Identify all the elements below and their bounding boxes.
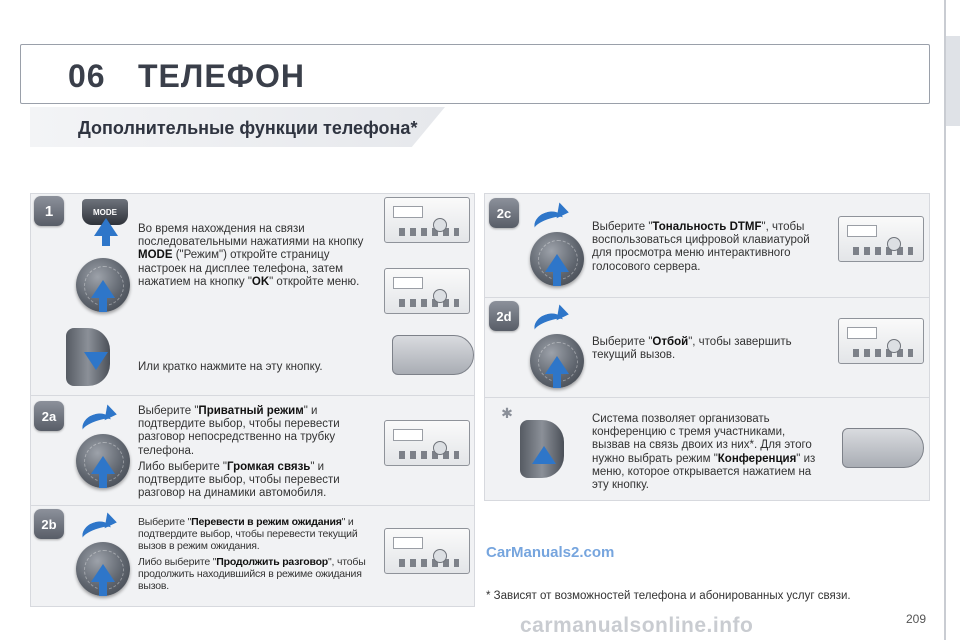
- radio-unit-illustration: [838, 216, 924, 262]
- radio-unit-illustration: [384, 197, 470, 243]
- step-1-alt-text: Или кратко нажмите на эту кнопку.: [138, 361, 323, 373]
- up-arrow-icon: [545, 356, 569, 374]
- radio-unit-illustration: [838, 318, 924, 364]
- up-arrow-icon: [532, 446, 556, 464]
- radio-unit-illustration: [384, 528, 470, 574]
- step-2c-text: Выберите "Тональность DTMF", чтобы воспользоваться цифровой клавиатурой для просмотра меню интерактивного голосового сервера.: [592, 221, 810, 273]
- radio-unit-illustration: [384, 420, 470, 466]
- step-badge-2d: 2d: [489, 301, 519, 331]
- conference-icon: ✱: [501, 405, 513, 421]
- section-title: Дополнительные функции телефона*: [78, 118, 418, 138]
- footnote: * Зависят от возможностей телефона и абонированных услуг связи.: [486, 590, 851, 602]
- up-arrow-icon: [91, 456, 115, 474]
- up-arrow-icon: [91, 280, 115, 298]
- page-number: 209: [906, 612, 927, 626]
- chapter-number: 06: [68, 58, 106, 94]
- chapter-title: ТЕЛЕФОН: [138, 58, 305, 94]
- step-badge-2c: 2c: [489, 198, 519, 228]
- step-1-text: Во время нахождения на связи последовательными нажатиями на кнопку MODE ("Режим") откройте страницу настроек на дисплее телефона, затем нажатием на кнопку "OK" откройте меню.: [138, 223, 364, 288]
- row-divider: [484, 397, 930, 398]
- step-badge-2a: 2a: [34, 401, 64, 431]
- step-2d-text: Выберите "Отбой", чтобы завершить текущий вызов.: [592, 336, 792, 362]
- steering-stalk-closeup: [842, 428, 924, 468]
- row-divider: [484, 297, 930, 298]
- site-watermark: carmanualsonline.info: [520, 614, 754, 637]
- step-badge-2b: 2b: [34, 509, 64, 539]
- chapter-tab: [946, 36, 960, 126]
- up-arrow-icon: [545, 254, 569, 272]
- mode-button-illustration: MODE: [82, 199, 128, 225]
- radio-unit-illustration: [384, 268, 470, 314]
- up-arrow-icon: [84, 352, 108, 370]
- watermark: CarManuals2.com: [486, 544, 615, 561]
- conference-text: Система позволяет организовать конференцию с тремя участниками, вызвав на связь двоих из них*. Для этого нужно выбрать режим "Конференция" из меню, которое открывается нажатием на эту кнопку.: [592, 413, 816, 492]
- step-badge-1: 1: [34, 196, 64, 226]
- step-2b-text: Выберите "Перевести в режим ожидания" и подтвердите выбор, чтобы перевести текущий вызов в режим ожидания. Либо выберите "Продолжить разговор", чтобы продолжить находившийся в режиме ожидания вызов.: [138, 516, 366, 593]
- step-2a-text: Выберите "Приватный режим" и подтвердите выбор, чтобы перевести разговор непосредственно на трубку телефона. Либо выберите "Громкая связь" и подтвердите выбор, чтобы перевести разговор на динамики автомобиля.: [138, 405, 340, 500]
- row-divider: [30, 505, 475, 506]
- up-arrow-icon: [91, 564, 115, 582]
- steering-stalk-closeup: [392, 335, 474, 375]
- up-arrow-icon: [94, 218, 118, 236]
- row-divider: [30, 395, 475, 396]
